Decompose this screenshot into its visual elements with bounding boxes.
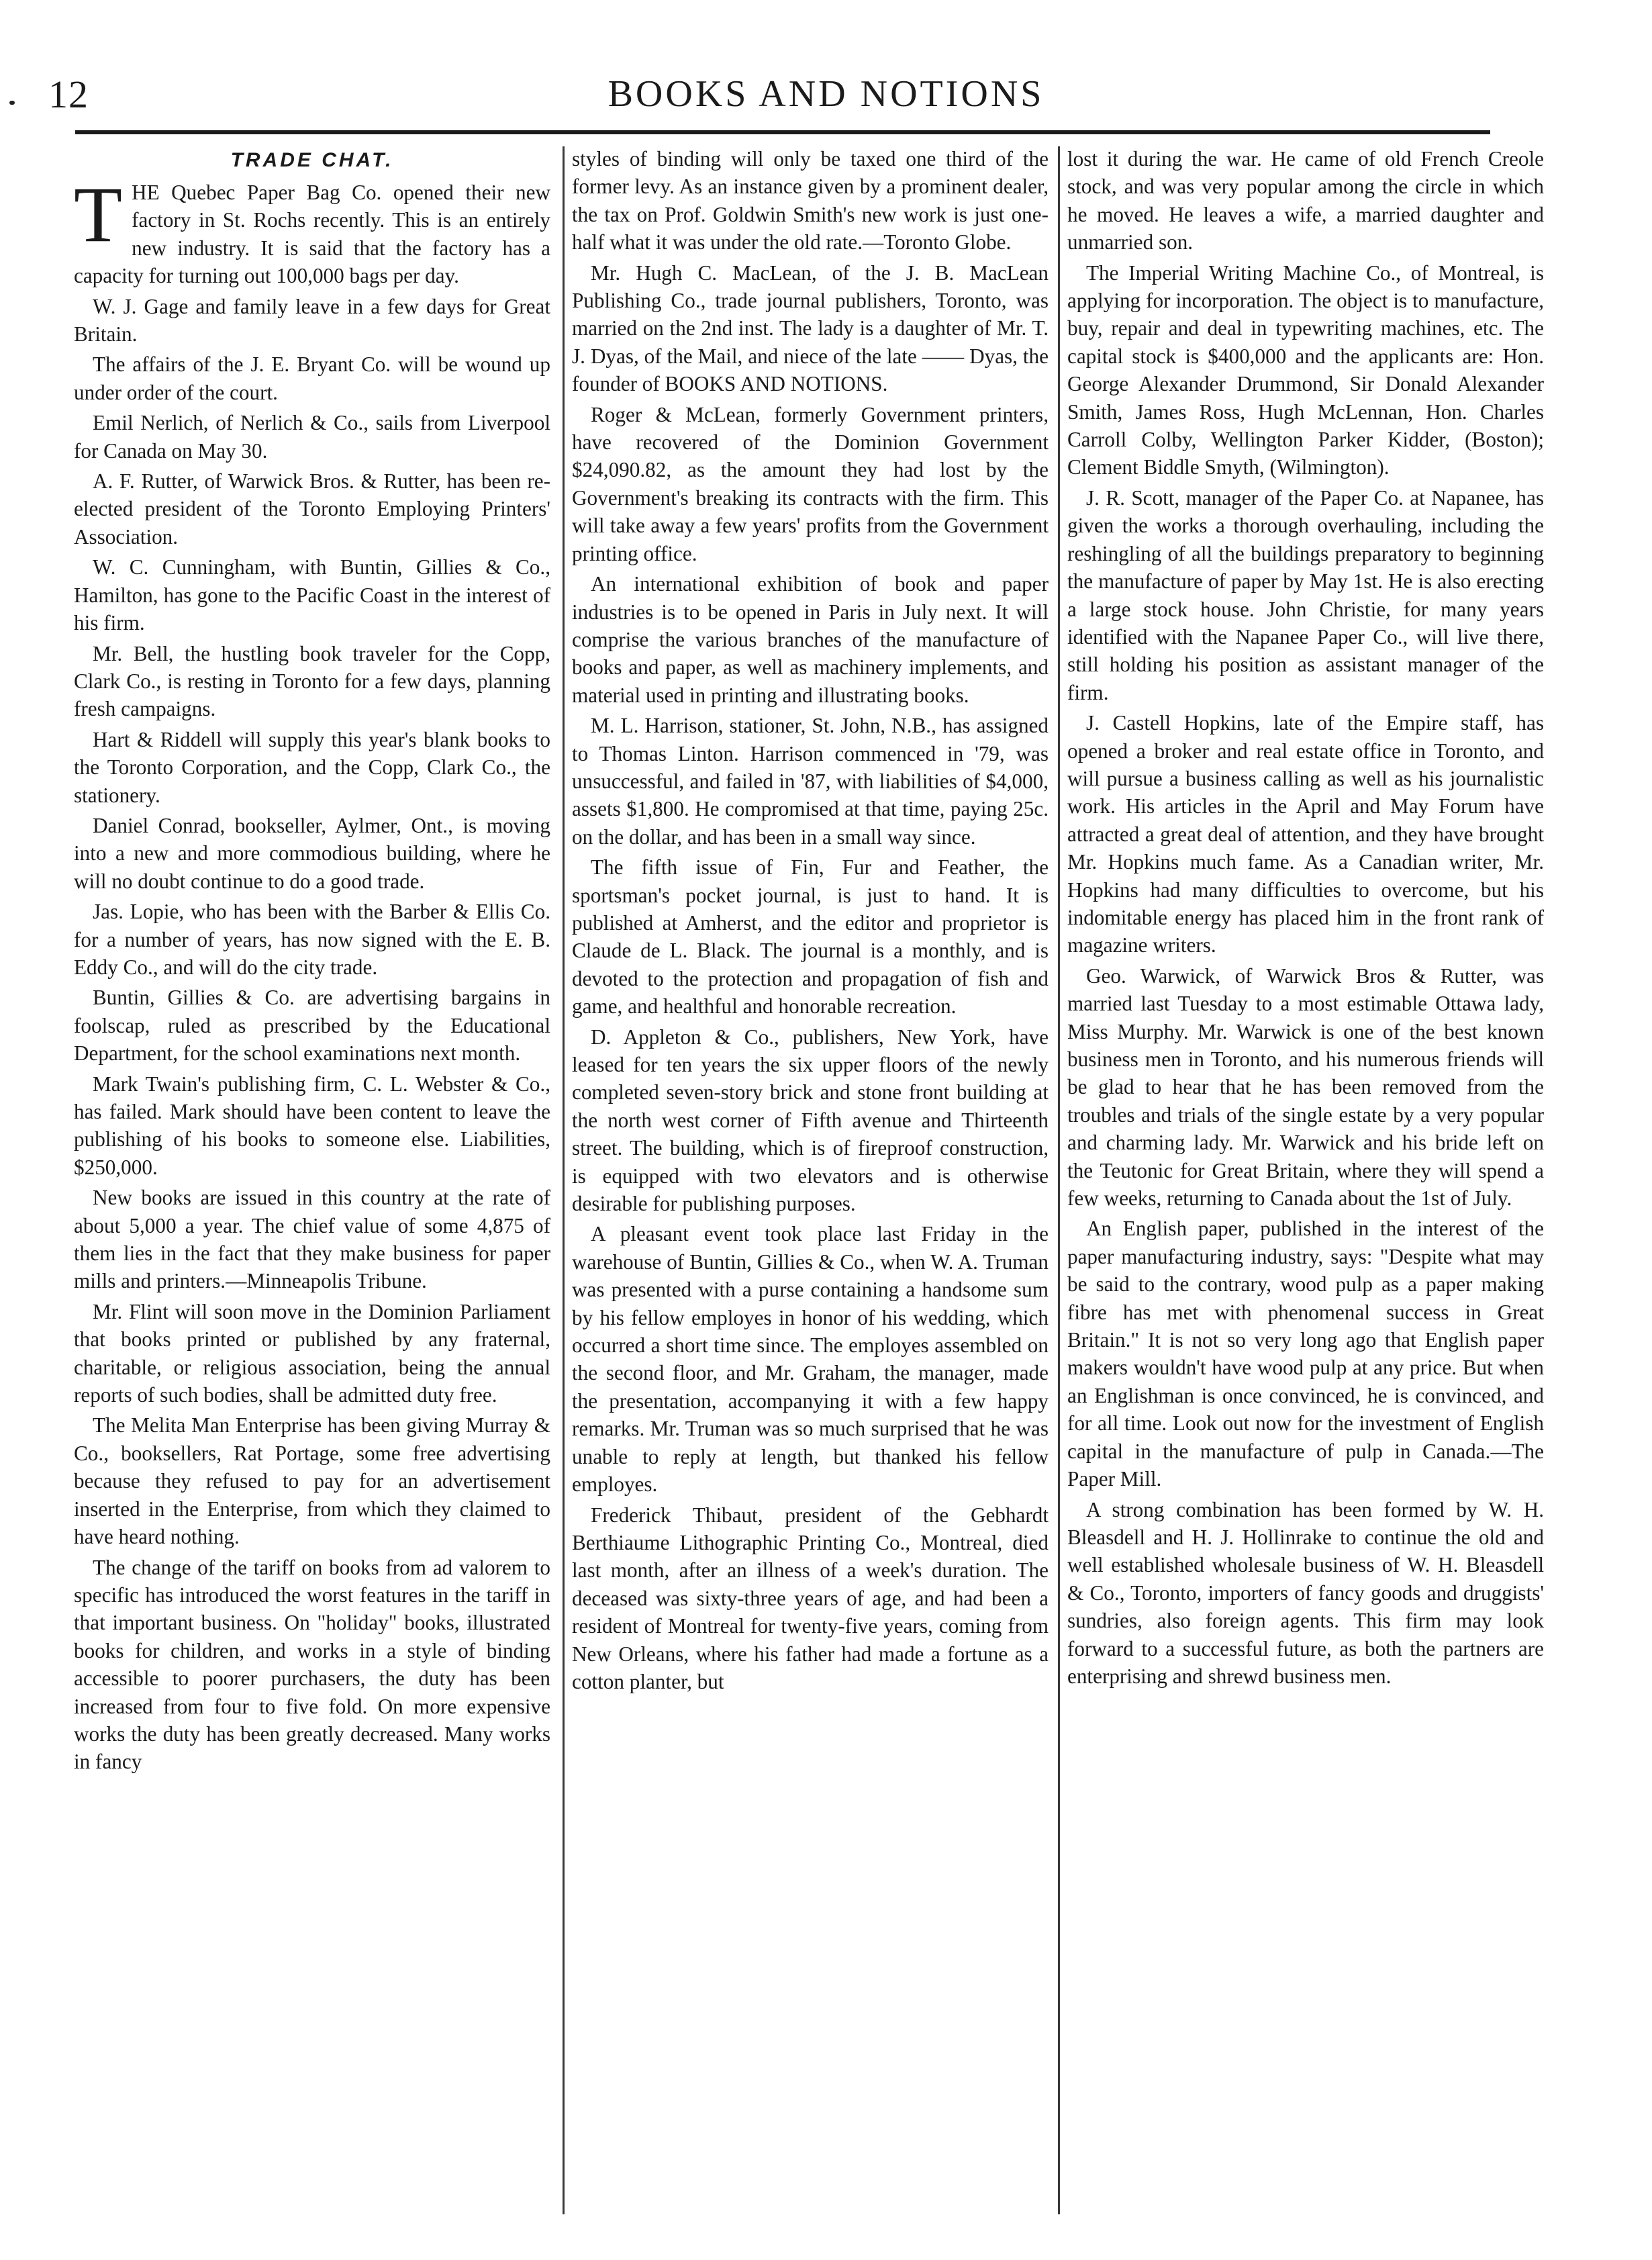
paragraph: Frederick Thibaut, president of the Gebhardt Berthiaume Lithographic Printing Co., Montreal, died last month, after an illness of a week's duration. The deceased was sixty-three years of age, and had been a resident of Montreal for twenty-five years, coming from New Orleans, where his father had made a fortune as a cotton planter, but xyxy=(572,1503,1049,1693)
paragraph: styles of binding will only be taxed one third of the former levy. As an instance given by a prominent dealer, the tax on Prof. Goldwin Smith's new work is just one-half what it was under the old rate.—Toronto Globe. xyxy=(572,147,1049,254)
paragraph: Jas. Lopie, who has been with the Barber & Ellis Co. for a number of years, has now signed with the E. B. Eddy Co., and will do the city trade. xyxy=(74,900,550,979)
header-rule xyxy=(75,130,1490,134)
drop-cap: T xyxy=(74,171,123,258)
paragraph: The fifth issue of Fin, Fur and Feather, the sportsman's pocket journal, is just to hand. It is published at Amherst, and the editor and proprietor is Claude de L. Black. The journal is a monthly, and is devoted to the protection and propagation of fish and game, and healthful and honorable recreation. xyxy=(572,855,1049,1019)
paragraph: Buntin, Gillies & Co. are advertising bargains in foolscap, ruled as prescribed by the Educational Department, for the school examinations next month. xyxy=(74,986,550,1066)
paragraph: Mark Twain's publishing firm, C. L. Webster & Co., has failed. Mark should have been content to leave the publishing of his books to someone else. Liabilities, $250,000. xyxy=(74,1072,550,1179)
paragraph: W. C. Cunningham, with Buntin, Gillies & Co., Hamilton, has gone to the Pacific Coast in the interest of his firm. xyxy=(74,555,550,635)
paragraph: D. Appleton & Co., publishers, New York, have leased for ten years the six upper floors of the newly completed seven-story brick and stone front building at the north west corner of Fifth avenue and Thirteenth street. The building, which is of fireproof construction, is equipped with two elevators and is otherwise desirable for publishing purposes. xyxy=(572,1025,1049,1216)
paragraph: Emil Nerlich, of Nerlich & Co., sails from Liverpool for Canada on May 30. xyxy=(74,411,550,463)
paragraph: Mr. Hugh C. MacLean, of the J. B. MacLean Publishing Co., trade journal publishers, Toronto, was married on the 2nd inst. The lady is a daughter of Mr. T. J. Dyas, of the Mail, and niece of the late —— Dyas, the founder of BOOKS AND NOTIONS. xyxy=(572,261,1049,396)
running-head: BOOKS AND NOTIONS xyxy=(608,73,1044,115)
section-heading: TRADE CHAT. xyxy=(230,149,394,171)
page-number: 12 xyxy=(48,73,89,116)
paragraph: lost it during the war. He came of old French Creole stock, and was very popular among the circle in which he moved. He leaves a wife, a married daughter and unmarried son. xyxy=(1067,147,1544,254)
paragraph: A. F. Rutter, of Warwick Bros. & Rutter, has been re-elected president of the Toronto Employing Printers' Association. xyxy=(74,469,550,549)
lead-paragraph-text: HE Quebec Paper Bag Co. opened their new factory in St. Rochs recently. This is an entirely new industry. It is said that the factory has a capacity for turning out 100,000 bags per day. xyxy=(74,181,550,288)
column-divider xyxy=(1058,146,1060,2214)
paragraph: Roger & McLean, formerly Government printers, have recovered of the Dominion Government $24,090.82, as the amount they had lost by the Government's breaking its contracts with the firm. This will take away a few years' profits from the Government printing office. xyxy=(572,402,1049,565)
paragraph: An English paper, published in the interest of the paper manufacturing industry, says: "Despite what may be said to the contrary, wood pulp as a paper making fibre has met with phenomenal success in Great Britain." It is not so very long ago that English paper makers wouldn't have wood pulp at any price. But when an Englishman is once convinced, he is convinced, and for all time. Look out now for the investment of English capital in the manufacture of pulp in Canada.—The Paper Mill. xyxy=(1067,1217,1544,1491)
paragraph: Hart & Riddell will supply this year's blank books to the Toronto Corporation, and the Copp, Clark Co., the stationery. xyxy=(74,727,550,807)
column-divider xyxy=(563,146,565,2214)
column-2 xyxy=(572,145,1049,2233)
paragraph: New books are issued in this country at the rate of about 5,000 a year. The chief value of some 4,875 of them lies in the fact that they make business for paper mills and printers.—Minneapolis Tribune. xyxy=(74,1186,550,1293)
column-3 xyxy=(1067,145,1544,2233)
paragraph: The affairs of the J. E. Bryant Co. will be wound up under order of the court. xyxy=(74,352,550,404)
paragraph: The change of the tariff on books from ad valorem to specific has introduced the worst features in the tariff in that important business. On "holiday" books, illustrated books for children, and works in a style of binding accessible to poorer purchasers, the duty has been increased from four to five fold. On more expensive works the duty has been greatly decreased. Many works in fancy xyxy=(74,1555,550,1774)
paragraph: Daniel Conrad, bookseller, Aylmer, Ont., is moving into a new and more commodious building, where he will no doubt continue to do a good trade. xyxy=(74,813,550,893)
paragraph: W. J. Gage and family leave in a few days for Great Britain. xyxy=(74,294,550,346)
paragraph: J. Castell Hopkins, late of the Empire staff, has opened a broker and real estate office in Toronto, and will pursue a business calling as well as his journalistic work. His articles in the April and May Forum have attracted a great deal of attention, and they have brought Mr. Hopkins much fame. As a Canadian writer, Mr. Hopkins had many difficulties to overcome, but his indomitable energy has placed him in the front rank of magazine writers. xyxy=(1067,711,1544,957)
paragraph: Geo. Warwick, of Warwick Bros & Rutter, was married last Tuesday to a most estimable Ottawa lady, Miss Murphy. Mr. Warwick is one of the best known business men in Toronto, and his numerous friends will be glad to hear that he has been removed from the troubles and trials of the single estate by a very popular and charming lady. Mr. Warwick and his bride left on the Teutonic for Great Britain, where they will spend a few weeks, returning to Canada about the 1st of July. xyxy=(1067,963,1544,1211)
paragraph: The Melita Man Enterprise has been giving Murray & Co., booksellers, Rat Portage, some free advertising because they refused to pay for an advertisement inserted in the Enterprise, from which they claimed to have heard nothing. xyxy=(74,1413,550,1549)
column-1 xyxy=(74,145,550,2233)
paragraph: M. L. Harrison, stationer, St. John, N.B., has assigned to Thomas Linton. Harrison commenced in '79, was unsuccessful, and failed in '87, with liabilities of $4,000, assets $1,800. He compromised at that time, paying 25c. on the dollar, and has been in a small way since. xyxy=(572,714,1049,849)
paragraph: The Imperial Writing Machine Co., of Montreal, is applying for incorporation. The object is to manufacture, buy, repair and deal in typewriting machines, etc. The capital stock is $400,000 and the applicants are: Hon. George Alexander Drummond, Sir Donald Alexander Smith, James Ross, Hugh McLennan, Hon. Charles Carroll Colby, Wellington Parker Kidder, (Boston); Clement Biddle Smyth, (Wilmington). xyxy=(1067,261,1544,479)
paragraph: A strong combination has been formed by W. H. Bleasdell and H. J. Hollinrake to continue the old and well established wholesale business of W. H. Bleasdell & Co., Toronto, importers of fancy goods and druggists' sundries, also foreign agents. This firm may look forward to a successful future, as both the partners are enterprising and shrewd business men. xyxy=(1067,1497,1544,1688)
paragraph: J. R. Scott, manager of the Paper Co. at Napanee, has given the works a thorough overhauling, including the reshingling of all the buildings preparatory to beginning the manufacture of paper by May 1st. He is also erecting a large stock house. John Christie, for many years identified with the Napanee Paper Co., will live there, still holding his position as assistant manager of the firm. xyxy=(1067,485,1544,704)
paragraph: A pleasant event took place last Friday in the warehouse of Buntin, Gillies & Co., when W. A. Truman was presented with a purse containing a handsome sum by his fellow employes in honor of his wedding, which occurred a short time since. The employes assembled on the second floor, and Mr. Graham, the manager, made the presentation, accompanying it with a few happy remarks. Mr. Truman was so much surprised that he was unable to reply at length, but thanked his fellow employes. xyxy=(572,1222,1049,1497)
lead-paragraph xyxy=(74,171,550,290)
paragraph: An international exhibition of book and paper industries is to be opened in Paris in July next. It will comprise the various branches of the manufacture of books and paper, as well as machinery implements, and material used in printing and illustrating books. xyxy=(572,572,1049,707)
paragraph: Mr. Bell, the hustling book traveler for the Copp, Clark Co., is resting in Toronto for a few days, planning fresh campaigns. xyxy=(74,641,550,721)
paragraph: Mr. Flint will soon move in the Dominion Parliament that books printed or published by any fraternal, charitable, or religious association, being the annual reports of such bodies, shall be admitted duty free. xyxy=(74,1299,550,1407)
